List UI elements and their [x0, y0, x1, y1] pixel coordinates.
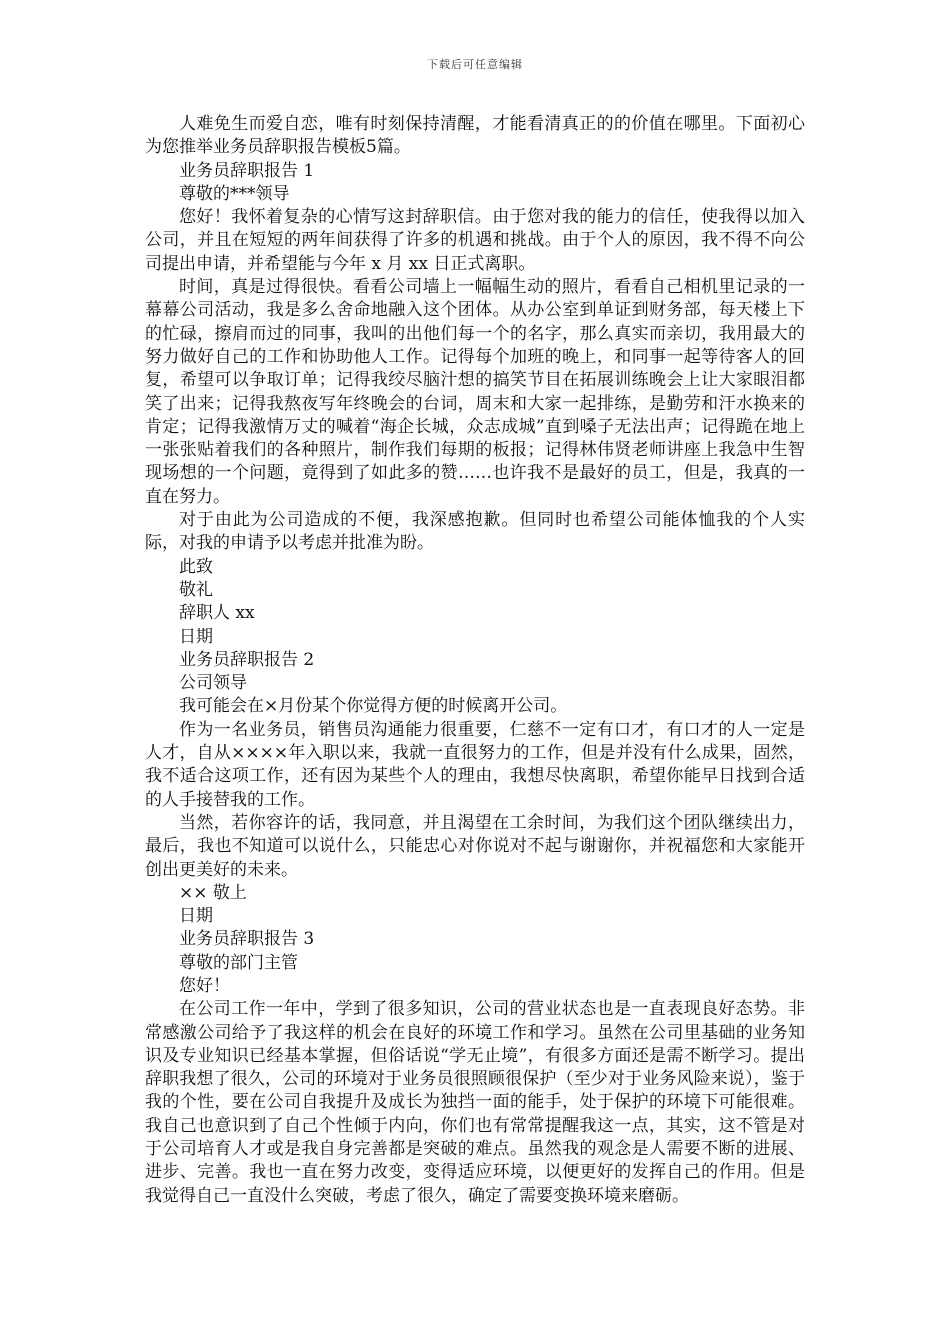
- signature-line: 辞职人 xx: [179, 603, 255, 624]
- intro-paragraph: 人难免生而爱自恋，唯有时刻保持清醒，才能看清真正的的价值在哪里。下面初心为您推举业务员辞职报告模板5篇。: [145, 114, 805, 158]
- paragraph: 我可能会在×月份某个你觉得方便的时候离开公司。: [179, 696, 568, 717]
- date-line: 日期: [179, 906, 213, 927]
- paragraph: 时间，真是过得很快。看看公司墙上一幅幅生动的照片，看看自己相机里记录的一幕幕公司活动，我是多么舍命地融入这个团体。从办公室到单证到财务部，每天楼上下的忙碌，擦肩而过的同事，我叫的出他们每一个的名字，那么真实而亲切，我用最大的努力做好自己的工作和协助他人工作。记得每个加班的晚上，和同事一起等待客人的回复，希望可以争取订单；记得我绞尽脑汁想的搞笑节目在拓展训练晚会上让大家眼泪都笑了出来；记得我熬夜写年终晚会的台词，周末和大家一起排练，是勤劳和汗水换来的肯定；记得我激情万丈的喊着“海企长城，众志成城”直到嗓子无法出声；记得跪在地上一张张贴着我们的各种照片，制作我们每期的板报；记得林伟贤老师讲座上我急中生智现场想的一个问题，竟得到了如此多的赞……也许我不是最好的员工，但是，我真的一直在努力。: [145, 277, 805, 507]
- section-title-1: 业务员辞职报告 1: [179, 160, 315, 181]
- greeting-line: 您好！: [179, 975, 230, 996]
- section-title-2: 业务员辞职报告 2: [179, 649, 315, 670]
- paragraph: 对于由此为公司造成的不便，我深感抱歉。但同时也希望公司能体恤我的个人实际，对我的申请予以考虑并批准为盼。: [145, 510, 805, 554]
- salutation-3: 尊敬的部门主管: [179, 952, 298, 973]
- closing-line: 敬礼: [179, 579, 213, 600]
- closing-line: 此致: [179, 556, 213, 577]
- date-line: 日期: [179, 626, 213, 647]
- paragraph: 您好！我怀着复杂的心情写这封辞职信。由于您对我的能力的信任，使我得以加入公司，并且在短短的两年间获得了许多的机遇和挑战。由于个人的原因，我不得不向公司提出申请，并希望能与今年 x 月 xx 日正式离职。: [145, 207, 805, 274]
- section-title-3: 业务员辞职报告 3: [179, 929, 315, 950]
- signature-line: ×× 敬上: [179, 882, 247, 903]
- paragraph: 在公司工作一年中，学到了很多知识，公司的营业状态也是一直表现良好态势。非常感激公司给予了我这样的机会在良好的环境工作和学习。虽然在公司里基础的业务知识及专业知识已经基本掌握，但俗话说“学无止境”，有很多方面还是需不断学习。提出辞职我想了很久，公司的环境对于业务员很照顾很保护（至少对于业务风险来说），鉴于我的个性，要在公司自我提升及成长为独挡一面的能手，处于保护的环境下可能很难。我自己也意识到了自己个性倾于内向，你们也有常常提醒我这一点，其实，这不管是对于公司培育人才或是我自身完善都是突破的难点。虽然我的观念是人需要不断的进展、进步、完善。我也一直在努力改变，变得适应环境，以便更好的发挥自己的作用。但是我觉得自己一直没什么突破，考虑了很久，确定了需要变换环境来磨砺。: [145, 999, 805, 1206]
- page-header: 下载后可任意编辑: [427, 58, 523, 71]
- paragraph: 当然，若你容许的话，我同意，并且渴望在工余时间，为我们这个团队继续出力，最后，我也不知道可以说什么，只能忠心对你说对不起与谢谢你，并祝福您和大家能开创出更美好的未来。: [145, 812, 805, 880]
- salutation-2: 公司领导: [179, 673, 247, 694]
- salutation-1: 尊敬的***领导: [179, 183, 290, 204]
- paragraph: 作为一名业务员，销售员沟通能力很重要，仁慈不一定有口才，有口才的人一定是人才，自从××××年入职以来，我就一直很努力的工作，但是并没有什么成果，固然，我不适合这项工作，还有因为某些个人的理由，我想尽快离职，希望你能早日找到合适的人手接替我的工作。: [145, 719, 805, 810]
- document-body: [145, 113, 805, 1208]
